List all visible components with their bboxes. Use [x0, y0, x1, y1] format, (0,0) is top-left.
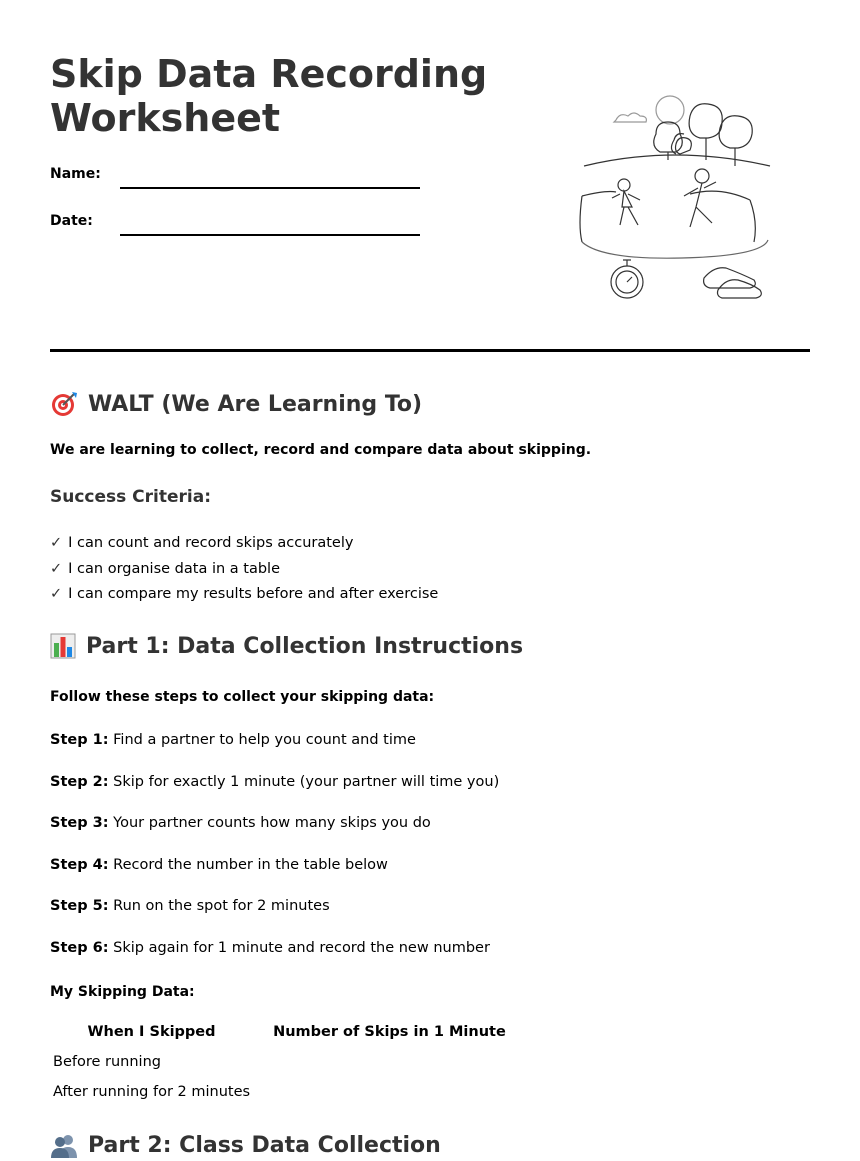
title-line-2: Worksheet	[50, 96, 281, 140]
success-criteria-heading: Success Criteria:	[50, 487, 212, 507]
step-item: Step 4: Record the number in the table below	[50, 856, 388, 873]
walt-statement: We are learning to collect, record and compare data about skipping.	[50, 442, 592, 458]
title-line-1: Skip Data Recording	[50, 52, 488, 96]
part2-heading-text: Part 2: Class Data Collection	[88, 1133, 441, 1158]
target-icon	[50, 390, 78, 418]
steps-list	[50, 729, 499, 979]
step-item: Step 5: Run on the spot for 2 minutes	[50, 898, 330, 915]
list-item: ✓ I can organise data in a table	[50, 558, 438, 584]
part2-heading	[50, 1133, 441, 1158]
check-icon: ✓	[50, 586, 63, 602]
list-item: ✓ I can compare my results before and after exercise	[50, 583, 438, 609]
bar-chart-icon	[50, 633, 76, 659]
check-icon: ✓	[50, 560, 63, 577]
skips-entry-cell[interactable]	[253, 1077, 526, 1107]
success-criteria-list	[50, 532, 438, 609]
skips-entry-cell[interactable]	[253, 1047, 526, 1077]
page-title	[50, 52, 487, 140]
walt-heading	[50, 390, 422, 418]
part1-heading-text: Part 1: Data Collection Instructions	[86, 633, 524, 659]
part1-intro: Follow these steps to collect your skipping data:	[50, 689, 435, 705]
date-field[interactable]	[120, 234, 420, 236]
walt-heading-text: WALT (We Are Learning To)	[88, 391, 423, 417]
skipping-illustration	[572, 92, 772, 307]
check-icon: ✓	[50, 535, 63, 551]
column-header: When I Skipped	[87, 1024, 216, 1040]
name-label: Name:	[50, 166, 101, 182]
table-row	[50, 1077, 526, 1107]
step-item: Step 2: Skip for exactly 1 minute (your partner will time you)	[50, 773, 500, 790]
skipping-data-table	[50, 1017, 526, 1107]
table-row	[50, 1047, 526, 1077]
step-item: Step 6: Skip again for 1 minute and record the new number	[50, 939, 490, 956]
table-cell: After running for 2 minutes	[53, 1084, 251, 1100]
date-label: Date:	[50, 213, 93, 229]
part1-heading	[50, 633, 523, 659]
table-title: My Skipping Data:	[50, 984, 195, 1000]
people-icon	[50, 1134, 78, 1158]
table-header-row	[50, 1017, 526, 1047]
table-cell: Before running	[53, 1054, 161, 1070]
list-item: ✓ I can count and record skips accurately	[50, 532, 438, 558]
header-divider	[50, 349, 810, 352]
column-header: Number of Skips in 1 Minute	[273, 1024, 506, 1040]
step-item: Step 3: Your partner counts how many skips you do	[50, 815, 431, 832]
step-item: Step 1: Find a partner to help you count and time	[50, 732, 416, 748]
name-field[interactable]	[120, 187, 420, 189]
